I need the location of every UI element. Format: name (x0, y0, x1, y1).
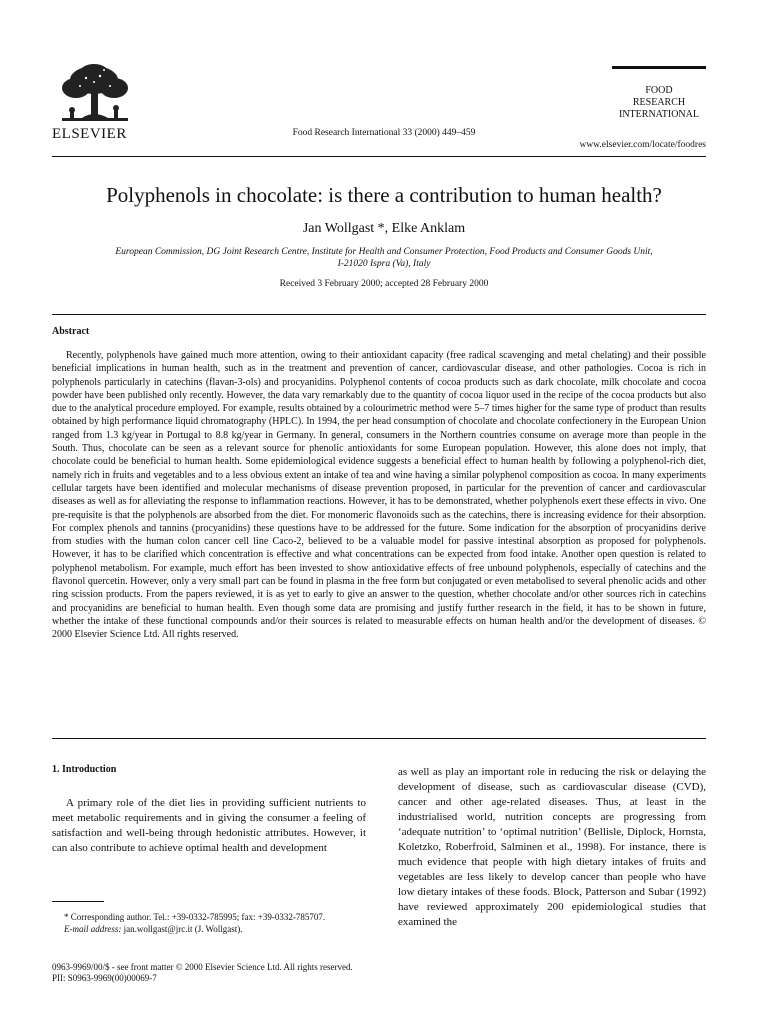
email-label: E-mail address: (64, 924, 122, 934)
affiliation-line: I-21020 Ispra (Va), Italy (337, 259, 431, 269)
journal-citation: Food Research International 33 (2000) 449–459 (292, 128, 476, 138)
article-title: Polyphenols in chocolate: is there a contribution to human health? (106, 183, 662, 207)
affiliation-line: European Commission, DG Joint Research Centre, Institute for Health and Consumer Protection, Food Products and Consumer Goods Unit, (115, 247, 653, 257)
corresponding-author-note: * Corresponding author. Tel.: +39-0332-785995; fax: +39-0332-785707. (64, 912, 326, 922)
body-divider (52, 738, 706, 739)
body-paragraph-left: A primary role of the diet lies in providing sufficient nutrients to meet metabolic requirements and in giving the consumer a feeling of satisfaction and well-being through hedonistic attributes. However, it can also contribute to achieve optimal health and development (52, 797, 366, 854)
abstract-divider (52, 314, 706, 315)
header-divider (52, 156, 706, 157)
section-heading: 1. Introduction (52, 764, 117, 775)
abstract-heading: Abstract (52, 326, 90, 337)
journal-url[interactable]: www.elsevier.com/locate/foodres (579, 140, 706, 150)
body-paragraph-right: as well as play an important role in reducing the risk or delaying the development of disease, such as cardiovascular disease (CVD), cancer and other age-related diseases. Thus, at least in the industrialised world, nutrition concepts are progressing from ‘adequate nutrition’ to ‘optimal nutrition’ (Bellisle, Diplock, Hornsta, Koletzko, Roberfroid, Salminen et al., 1998). For instance, there is much evidence that people with high dietary intakes of fruits and vegetables are less likely to develop cancer than people who have low dietary intakes of these foods. Block, Patterson and Subar (1992) have reviewed approximately 200 epidemiological studies that examined the (398, 766, 706, 928)
journal-name-line: FOOD (645, 85, 673, 96)
journal-name (600, 85, 718, 121)
publisher-name: ELSEVIER (52, 126, 127, 142)
page-footer (52, 962, 353, 984)
elsevier-tree-logo (52, 62, 137, 127)
author-affiliation (74, 246, 694, 270)
copyright-line: 0963-9969/00/$ - see front matter © 2000 Elsevier Science Ltd. All rights reserved. (52, 962, 353, 972)
footnote-rule (52, 901, 104, 902)
journal-name-line: RESEARCH (632, 97, 686, 108)
journal-rule (612, 66, 706, 69)
journal-name-line: INTERNATIONAL (619, 109, 699, 120)
pii-line: PII: S0963-9969(00)00069-7 (52, 973, 157, 983)
email-note (52, 923, 366, 935)
article-authors: Jan Wollgast *, Elke Anklam (302, 221, 466, 236)
received-dates: Received 3 February 2000; accepted 28 February 2000 (279, 279, 489, 289)
footnote (52, 911, 366, 935)
email-address[interactable]: jan.wollgast@jrc.it (J. Wollgast). (123, 924, 243, 934)
abstract-text: Recently, polyphenols have gained much more attention, owing to their antioxidant capacity (free radical scavenging and metal chelating) and their possible beneficial implications in human health, such as in the treatment and prevention of cancer, cardiovascular disease, and other pathologies. Cocoa is rich in polyphenols particularly in catechins (flavan-3-ols) and procyanidins. Polyphenol contents of cocoa products such as dark chocolate, milk chocolate and cocoa powder have been published only recently. However, the data vary remarkably due to the quantity of cocoa liquor used in the recipe of the cocoa products but also due to the analytical procedure employed. For example, results obtained by a colourimetric method were 5–7 times higher for the same type of product than results obtained by high performance liquid chromatography (HPLC). In 1994, the per head consumption of chocolate and chocolate confectionery in the European Union ranged from 1.3 kg/year in Portugal to 8.8 kg/year in Germany. In general, consumers in the Northern countries consume on average more than people in the South. Thus, chocolate can be seen as a relevant source for phenolic antioxidants for some European population. However, this alone does not imply, that chocolate could be beneficial to human health. Some epidemiological evidence suggests a beneficial effect to human health by following a polyphenol-rich diet, namely rich in fruits and vegetables and to a less obvious extent an intake of tea and wine having a similar polyphenol composition as cocoa. In many experiments cellular targets have been identified and molecular mechanisms of disease prevention proposed, in particular for the prevention of cancer and cardiovascular diseases as well as for alleviating the response to inflammation reactions. However, it has to be demonstrated, whether polyphenols exert these effects in vivo. One pre-requisite is that the polyphenols are absorbed from the diet. For monomeric flavonoids such as the catechins, there is increasing evidence for their absorption. For complex phenols and tannins (procyanidins) these questions have to be addressed for the future. Some indication for the absorption of procyanidins derive from studies with the human colon cancer cell line Caco-2, believed to be a valuable model for passive intestinal absorption as proposed for polyphenols. However, it has to be clarified which concentration is effective and what concentrations can be expected from food intake. Another open question is related to polyphenol metabolism. For example, much effort has been invested to show antioxidative effects of free unbound polyphenols, especially of catechins and the flavonol quercetin. However, only a very small part can be found in plasma in the free form but conjugated or even metabolised to several phenolic acids and other ring scission products. From the papers reviewed, it is as yet to early to give an answer to the question, whether chocolate and/or other sources rich in catechins and procyanidins are beneficial to human health. Even though some data are promising and justify further research in the field, it has to be shown in future, whether the intake of these functional compounds and/or their sources is related to measurable effects on human health and/or the development of diseases. © 2000 Elsevier Science Ltd. All rights reserved. (52, 350, 706, 641)
